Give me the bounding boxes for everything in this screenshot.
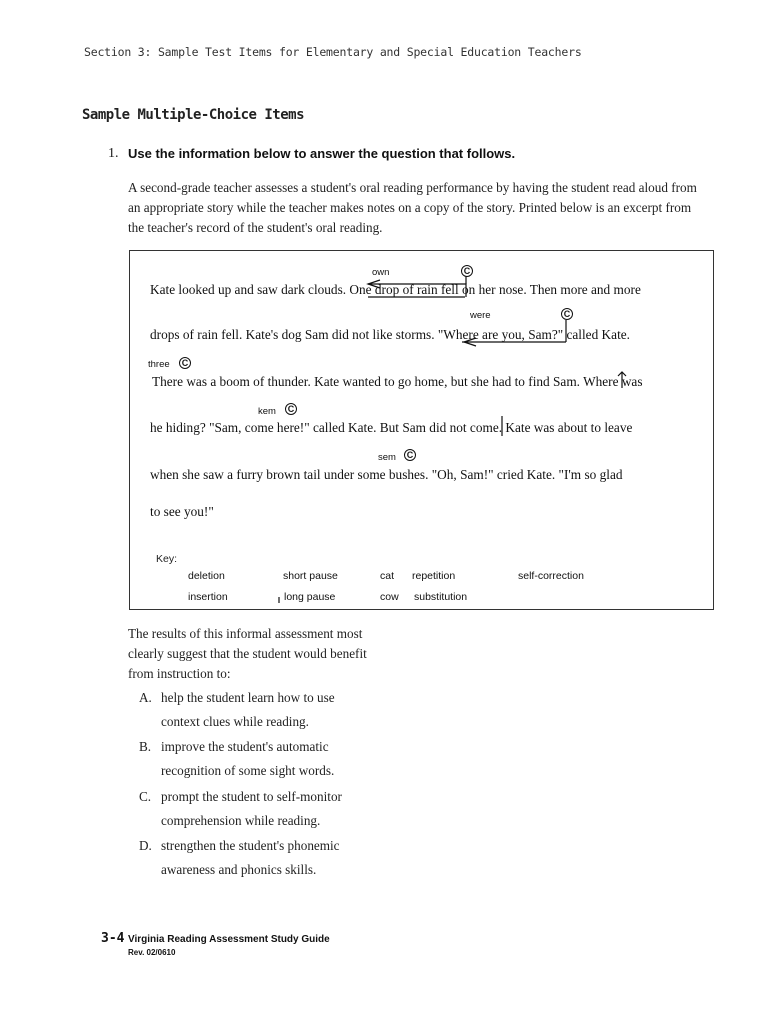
record-line-3: There was a boom of thunder. Kate wanted to go home, but she had to find Sam. Where was [152, 374, 643, 389]
key-short-pause: short pause [283, 570, 338, 582]
key-cow: cow [380, 591, 399, 603]
key-long-pause: long pause [284, 591, 336, 603]
footer-page-number: 3-4 [101, 931, 125, 946]
option-c-letter: C. [139, 789, 152, 804]
question-intro: A second-grade teacher assesses a student's oral reading performance by having the student read aloud from an appropriate story while the teacher makes notes on a copy of the story. Printed below is an excerpt from the teacher's record of the student's oral reading. [128, 180, 697, 235]
annotation-sem: sem [378, 452, 396, 463]
key-self-correction: self-correction [518, 570, 584, 582]
annotation-three: three [148, 359, 170, 370]
question-stem: The results of this informal assessment most clearly suggest that the student would benefit from instruction to: [128, 626, 367, 681]
key-deletion: deletion [188, 570, 225, 582]
option-a-letter: A. [139, 690, 152, 705]
self-correction-mark-2: C [561, 308, 573, 320]
option-b-letter: B. [139, 739, 152, 754]
key-repetition: repetition [412, 570, 456, 582]
page-header: Section 3: Sample Test Items for Elementary and Special Education Teachers [84, 45, 582, 59]
record-line-2: drops of rain fell. Kate's dog Sam did not like storms. "Where are you, Sam?" called Kate. [150, 327, 630, 342]
option-c-text[interactable]: prompt the student to self-monitor comprehension while reading. [161, 789, 342, 828]
self-correction-mark-4: C [285, 403, 297, 415]
question-instruction: Use the information below to answer the question that follows. [128, 146, 516, 161]
key-cat: cat [380, 570, 395, 582]
repetition-loop-1 [368, 284, 466, 297]
key-substitution: substitution [414, 591, 468, 603]
annotation-were: were [470, 310, 491, 321]
self-correction-mark-3: C [179, 357, 191, 369]
option-d-letter: D. [139, 838, 152, 853]
option-a-text[interactable]: help the student learn how to use context clues while reading. [161, 690, 335, 729]
option-d-text[interactable]: strengthen the student's phonemic awareness and phonics skills. [161, 838, 340, 877]
record-line-1: Kate looked up and saw dark clouds. One drop of rain fell on her nose. Then more and more [150, 282, 641, 297]
key-insertion: insertion [188, 591, 228, 603]
footer-revision: Rev. 02/0610 [128, 948, 176, 957]
annotation-own: own [372, 267, 390, 278]
annotation-kem: kem [258, 406, 276, 417]
section-title: Sample Multiple-Choice Items [82, 107, 305, 123]
footer-title: Virginia Reading Assessment Study Guide [128, 934, 330, 945]
record-line-6: to see you!" [150, 504, 214, 519]
question-number: 1. [108, 146, 119, 161]
record-line-5: when she saw a furry brown tail under some bushes. "Oh, Sam!" cried Kate. "I'm so glad [150, 467, 623, 482]
key-label: Key: [156, 553, 178, 565]
self-correction-mark-1: C [461, 265, 473, 277]
record-line-4: he hiding? "Sam, come here!" called Kate. But Sam did not come. Kate was about to leave [150, 420, 633, 435]
self-correction-mark-5: C [404, 449, 416, 461]
option-b-text[interactable]: improve the student's automatic recognition of some sight words. [161, 739, 335, 778]
